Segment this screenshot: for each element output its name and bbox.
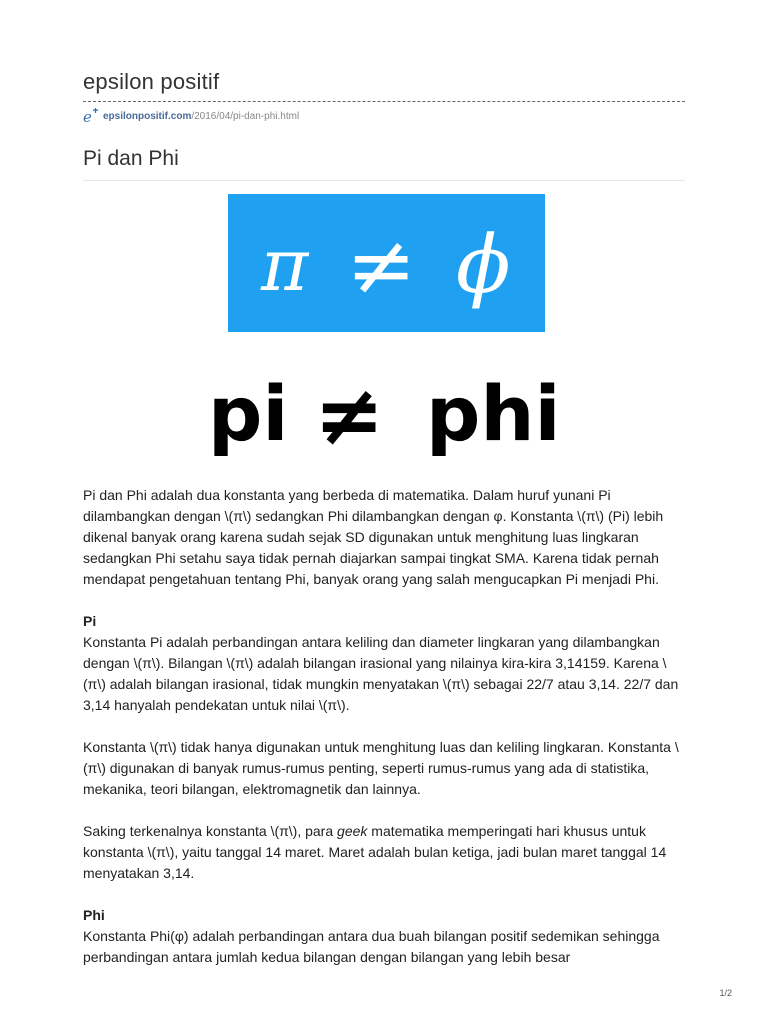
banner-pi-symbol: π [261,223,309,307]
banner-not-equal-symbol: ≠ [346,216,417,314]
phi-section [83,905,685,968]
pi-paragraph-3 [83,821,685,884]
pi-p3-after: matematika memperingati hari khusus untuk konstanta \(π\), yaitu tanggal 14 maret. Maret adalah bulan ketiga, jadi bulan maret tanggal 14 menyatakan 3,14. [83,823,667,881]
pi-paragraph-1: Konstanta Pi adalah perbandingan antara keliling dan diameter lingkaran yang dilambangkan dengan \(π\). Bilangan \(π\) adalah bilangan irasional yang nilainya kira-kira 3,14159. Karena \(π\) adalah bilangan irasional, tidak mungkin menyatakan \(π\) sebagai 22/7 atau 3,14. 22/7 dan 3,14 hanyalah pendekatan untuk nilai \(π\). [83,634,679,713]
pi-not-equal-phi-banner [228,194,545,332]
phi-heading: Phi [83,907,105,923]
svg-text:e: e [83,108,92,124]
page-number: 1/2 [719,988,732,998]
source-url[interactable] [83,107,299,125]
source-domain[interactable]: epsilonpositif.com [103,110,192,122]
pi-p3-before: Saking terkenalnya konstanta \(π\), para [83,823,338,839]
phi-paragraph-1: Konstanta Phi(φ) adalah perbandingan antara dua buah bilangan positif sedemikan sehingga perbandingan antara jumlah kedua bilangan dengan bilangan yang lebih besar [83,928,660,965]
big-formula-not-equal-symbol: ≠ [314,366,385,456]
intro-paragraph: Pi dan Phi adalah dua konstanta yang berbeda di matematika. Dalam huruf yunani Pi dilambangkan dengan \(π\) sedangkan Phi dilambangkan dengan φ. Konstanta \(π\) (Pi) lebih dikenal banyak orang karena sudah sejak SD digunakan untuk menghitung luas lingkaran sedangkan Phi setahu saya tidak pernah diajarkan sampai tingkat SMA. Karena tidak pernah mendapat pengetahuan tentang Phi, banyak orang yang salah mengucapkan Pi menjadi Phi. [83,487,664,587]
geek-emphasis: geek [337,823,368,839]
post-title: Pi dan Phi [83,147,179,170]
banner-phi-symbol: ϕ [456,218,511,311]
big-formula-phi-word: phi [426,369,561,456]
header-divider [83,101,685,102]
big-formula-pi-word: pi [208,369,289,456]
article-body [83,485,685,989]
site-title[interactable]: epsilon positif [83,69,220,94]
epsilon-plus-logo-icon [83,108,99,124]
pi-paragraph-2: Konstanta \(π\) tidak hanya digunakan untuk menghitung luas dan keliling lingkaran. Konstanta \(π\) digunakan di banyak rumus-rumus penting, seperti rumus-rumus yang ada di statistika, mekanika, teori bilangan, elektromagnetik dan lainnya. [83,739,679,797]
pi-heading: Pi [83,613,97,629]
title-divider [83,180,685,181]
pi-section [83,611,685,716]
pi-not-equal-phi-text-figure [206,356,566,456]
source-path[interactable]: /2016/04/pi-dan-phi.html [191,110,300,122]
